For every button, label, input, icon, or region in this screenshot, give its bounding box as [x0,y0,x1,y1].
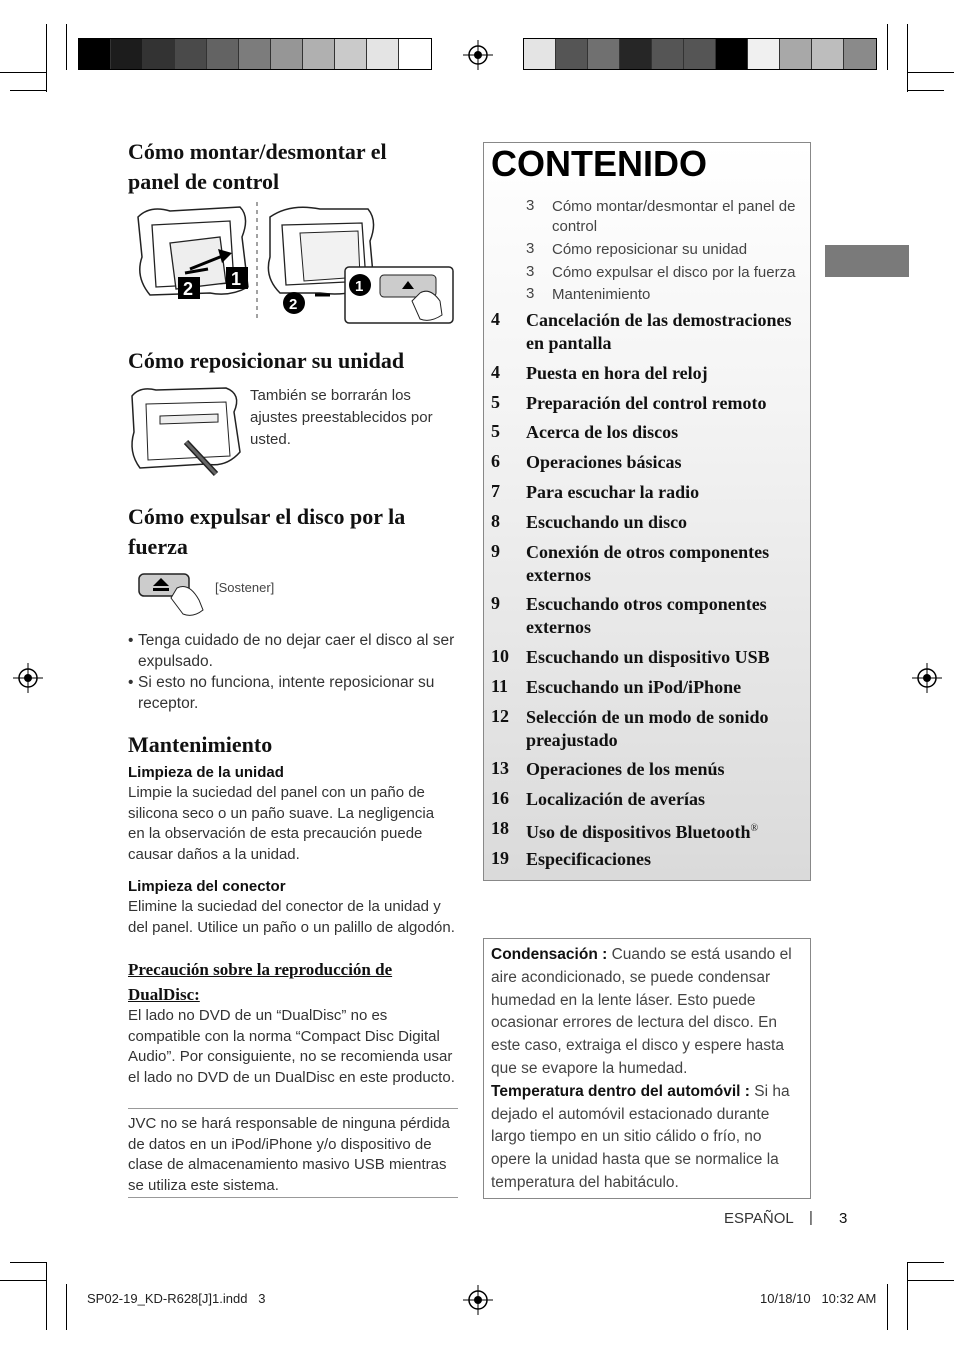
toc-label: Cómo montar/desmontar el panel de control [552,198,796,235]
toc-label: Mantenimiento [552,286,651,303]
crop-mark [46,24,47,92]
crop-mark [907,1262,908,1330]
toc-page-number: 16 [491,788,509,808]
crop-mark [0,1280,46,1281]
toc-label: Para escuchar la radio [526,482,700,502]
toc-page-number: 19 [491,848,509,868]
toc-page-number: 5 [491,392,500,412]
svg-text:1: 1 [355,278,364,295]
list-item-text: Si esto no funciona, intente reposicionar su receptor. [138,674,435,712]
color-swatch [812,39,844,69]
color-bar-right [523,38,877,70]
toc-label: Conexión de otros componentes externos [526,542,770,585]
toc-page-number: 11 [491,676,509,696]
registration-mark-icon [13,663,43,693]
list-item-text: Tenga cuidado de no dejar caer el disco al ser expulsado. [138,632,455,670]
crop-mark [66,1284,67,1330]
color-swatch [79,39,111,69]
toc-page-number: 9 [491,593,500,613]
toc-label: Escuchando otros componentes externos [526,594,767,637]
color-bar-left [78,38,432,70]
mount-panel-illustration [130,197,455,327]
precaution-notes [483,938,811,1199]
list-item [128,672,458,714]
table-of-contents [483,142,811,881]
toc-page-number: 8 [491,511,500,531]
svg-text:2: 2 [183,279,194,299]
toc-page-number: 3 [526,240,535,257]
jvc-disclaimer: JVC no se hará responsable de ninguna pérdida de datos en un iPod/iPhone y/o dispositivo de clase de almacenamiento masivo USB mientras se utiliza este sistema. [128,1115,450,1194]
color-swatch [620,39,652,69]
toc-label [526,818,806,844]
toc-label: Localización de averías [526,789,705,809]
cleaning-unit-title: Limpieza de la unidad [128,764,284,781]
toc-page-number: 13 [491,758,509,778]
footer-language: ESPAÑOL [724,1210,794,1227]
color-swatch [143,39,175,69]
crop-mark [908,1262,944,1263]
crop-mark [10,90,46,91]
condensation-label: Condensación : [491,946,608,963]
color-swatch [652,39,684,69]
cleaning-unit-text: Limpie la suciedad del panel con un paño de silicona seco o un paño suave. La negligencia en la observación de esta precaución puede causar daños a la unidad. [128,784,435,863]
dualdisc-title: Precaución sobre la reproducción de DualDisc: [128,960,393,1004]
color-swatch [271,39,303,69]
toc-label: Selección de un modo de sonido preajustado [526,707,769,750]
toc-title: CONTENIDO [491,143,707,184]
toc-page-number: 12 [491,706,509,726]
color-swatch [524,39,556,69]
divider [128,1197,458,1198]
toc-sub-item[interactable] [484,285,812,305]
registration-mark-icon [463,1285,493,1315]
toc-label: Puesta en hora del reloj [526,363,708,383]
crop-mark [66,24,67,70]
color-swatch [111,39,143,69]
temperature-text: Si ha dejado el automóvil estacionado durante largo tiempo en un sitio cálido o frío, no opere la unidad hasta que se normalice la temperatura del habitáculo. [491,1082,790,1191]
toc-sub-item[interactable] [484,197,812,237]
svg-text:1: 1 [231,269,242,289]
svg-text:2: 2 [289,296,298,313]
toc-page-number: 5 [491,421,500,441]
crop-mark [908,72,954,73]
toc-label: Especificaciones [526,849,651,869]
registration-mark-icon [463,40,493,70]
toc-label: Operaciones básicas [526,452,682,472]
color-swatch [748,39,780,69]
file-name: SP02-19_KD-R628[J]1.indd 3 [87,1291,266,1306]
eject-button-icon [137,570,217,618]
crop-mark [0,72,46,73]
condensation-note [491,944,803,1081]
cleaning-connector-title: Limpieza del conector [128,878,286,895]
crop-mark [908,90,944,91]
toc-label: Operaciones de los menús [526,759,725,779]
color-swatch [780,39,812,69]
toc-page-number: 4 [491,362,500,382]
crop-mark [887,1284,888,1330]
crop-mark [887,24,888,70]
crop-mark [46,1262,47,1330]
toc-label: Acerca de los discos [526,422,679,442]
crop-mark [908,1280,954,1281]
toc-label: Escuchando un dispositivo USB [526,647,770,667]
toc-label: Cómo expulsar el disco por la fuerza [552,264,796,281]
color-swatch [844,39,876,69]
color-swatch [399,39,431,69]
section-title-maintenance: Mantenimiento [128,732,273,757]
temperature-note [491,1081,803,1195]
language-tab [825,245,909,277]
reset-note: También se borrarán los ajustes preestablecidos por usted. [250,387,433,448]
registration-mark-icon [912,663,942,693]
print-timestamp: 10/18/10 10:32 AM [760,1291,877,1306]
cleaning-connector-text: Elimine la suciedad del conector de la unidad y del panel. Utilice un paño o un palillo de algodón. [128,898,455,936]
registered-mark: ® [750,823,759,834]
color-swatch [239,39,271,69]
bullet-icon: • [128,674,134,691]
toc-label: Cómo reposicionar su unidad [552,241,748,258]
footer-separator: | [809,1209,813,1226]
toc-page-number: 6 [491,451,500,471]
color-swatch [716,39,748,69]
crop-mark [10,1262,46,1263]
color-swatch [303,39,335,69]
toc-sub-item[interactable] [484,240,812,260]
bullet-icon: • [128,632,134,649]
page-number: 3 [839,1210,848,1227]
color-swatch [335,39,367,69]
toc-page-number: 7 [491,481,500,501]
color-swatch [684,39,716,69]
dualdisc-text: El lado no DVD de un “DualDisc” no es compatible con la norma “Compact Disc Digital Audio”. Por consiguiente, no se recomienda usar el lado no DVD de un DualDisc en este producto. [128,1007,455,1086]
color-swatch [556,39,588,69]
toc-label: Cancelación de las demostraciones en pantalla [526,310,792,353]
divider [128,1108,458,1109]
toc-page-number: 3 [526,285,535,302]
reset-unit-illustration [126,382,248,480]
toc-page-number: 3 [526,197,535,214]
toc-page-number: 9 [491,541,500,561]
toc-label-text: Uso de dispositivos Bluetooth [526,822,751,842]
crop-mark [907,24,908,92]
toc-label: Preparación del control remoto [526,393,767,413]
toc-page-number: 4 [491,309,500,329]
color-swatch [207,39,239,69]
eject-bullet-list [128,630,458,714]
section-title-mount: Cómo montar/desmontar el panel de control [128,139,387,194]
toc-page-number: 3 [526,263,535,280]
section-title-reset: Cómo reposicionar su unidad [128,348,405,373]
toc-label: Escuchando un iPod/iPhone [526,677,742,697]
temperature-label: Temperatura dentro del automóvil : [491,1082,750,1100]
color-swatch [588,39,620,69]
section-title-eject: Cómo expulsar el disco por la fuerza [128,504,406,559]
toc-sub-item[interactable] [484,263,812,283]
condensation-text: Cuando se está usando el aire acondicionado, se puede condensar humedad en la lente láser. Esto puede ocasionar errores de lectura del disco. En este caso, extraiga el disco y espere hasta que se evapore la humedad. [491,946,792,1077]
toc-label: Escuchando un disco [526,512,688,532]
toc-page-number: 10 [491,646,509,666]
color-swatch [175,39,207,69]
color-swatch [367,39,399,69]
toc-page-number: 18 [491,818,509,838]
list-item [128,630,458,672]
hold-label: [Sostener] [215,580,275,595]
